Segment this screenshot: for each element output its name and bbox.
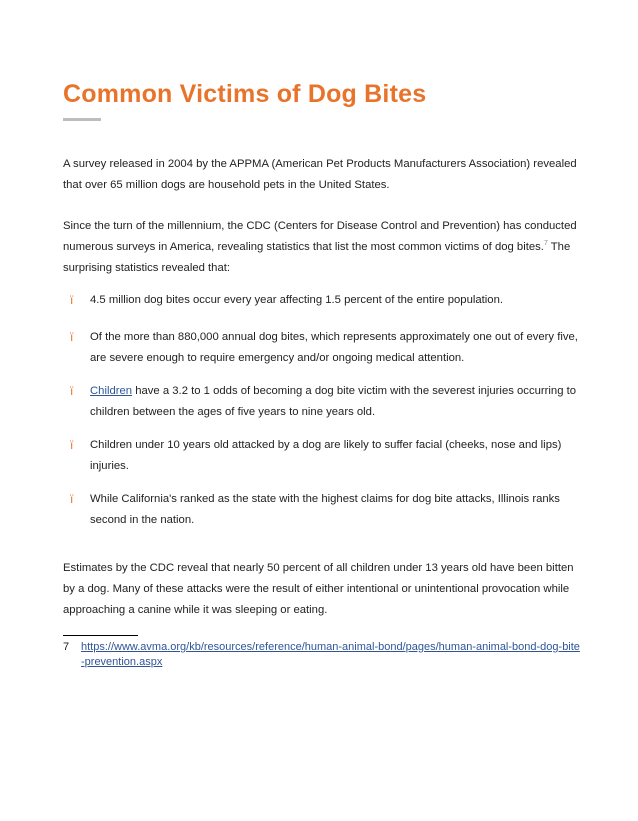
children-link[interactable]: Children: [90, 385, 133, 397]
estimates-paragraph: Estimates by the CDC reveal that nearly 50 percent of all children under 13 years old have been bitten by a dog. Many of these attacks were the result of either intentional or unintentional provocation while approaching a canine while it was sleeping or eating.: [63, 562, 574, 616]
list-item-text: have a 3.2 to 1 odds of becoming a dog bite victim with the severest injuries occurring to children between the ages of five years to nine years old.: [90, 385, 577, 418]
list-item-text: While California's ranked as the state with the highest claims for dog bite attacks, Illinois ranks second in the nation.: [90, 493, 560, 526]
footnote-separator: [63, 635, 138, 636]
bullet-marker-icon: ï: [70, 330, 74, 344]
statistics-list: [70, 290, 580, 531]
list-item: [70, 489, 580, 531]
cdc-intro-paragraph: [63, 216, 577, 279]
list-item-text: Of the more than 880,000 annual dog bites, which represents approximately one out of every five, are severe enough to require emergency and/or ongoing medical attention.: [90, 331, 578, 364]
survey-paragraph: A survey released in 2004 by the APPMA (American Pet Products Manufacturers Association) revealed that over 65 million dogs are household pets in the United States.: [63, 158, 577, 191]
bullet-marker-icon: ï: [70, 438, 74, 452]
footnote-number: 7: [63, 641, 70, 653]
list-item-text: 4.5 million dog bites occur every year affecting 1.5 percent of the entire population.: [90, 294, 504, 306]
list-item: [70, 381, 580, 423]
list-item: [70, 290, 580, 311]
cdc-intro-text: Since the turn of the millennium, the CDC (Centers for Disease Control and Prevention) has conducted numerous surveys in America, revealing statistics that list the most common victims of dog bites.: [63, 220, 577, 253]
title-underline-rule: [63, 118, 101, 121]
footnote-url-link[interactable]: https://www.avma.org/kb/resources/reference/human-animal-bond/pages/human-animal-bond-dog-bite-prevention.aspx: [81, 641, 580, 668]
list-item: [70, 435, 580, 477]
list-item-text: Children under 10 years old attacked by a dog are likely to suffer facial (cheeks, nose and lips) injuries.: [90, 439, 562, 472]
footnote-reference-7[interactable]: 7: [543, 240, 548, 248]
bullet-marker-icon: ï: [70, 384, 74, 398]
cdc-intro-continuation: The surprising statistics revealed that:: [63, 241, 571, 274]
page-title: Common Victims of Dog Bites: [63, 80, 427, 108]
footnote: [63, 640, 583, 670]
bullet-marker-icon: ï: [70, 492, 74, 506]
list-item: [70, 327, 580, 369]
bullet-marker-icon: ï: [70, 293, 74, 307]
